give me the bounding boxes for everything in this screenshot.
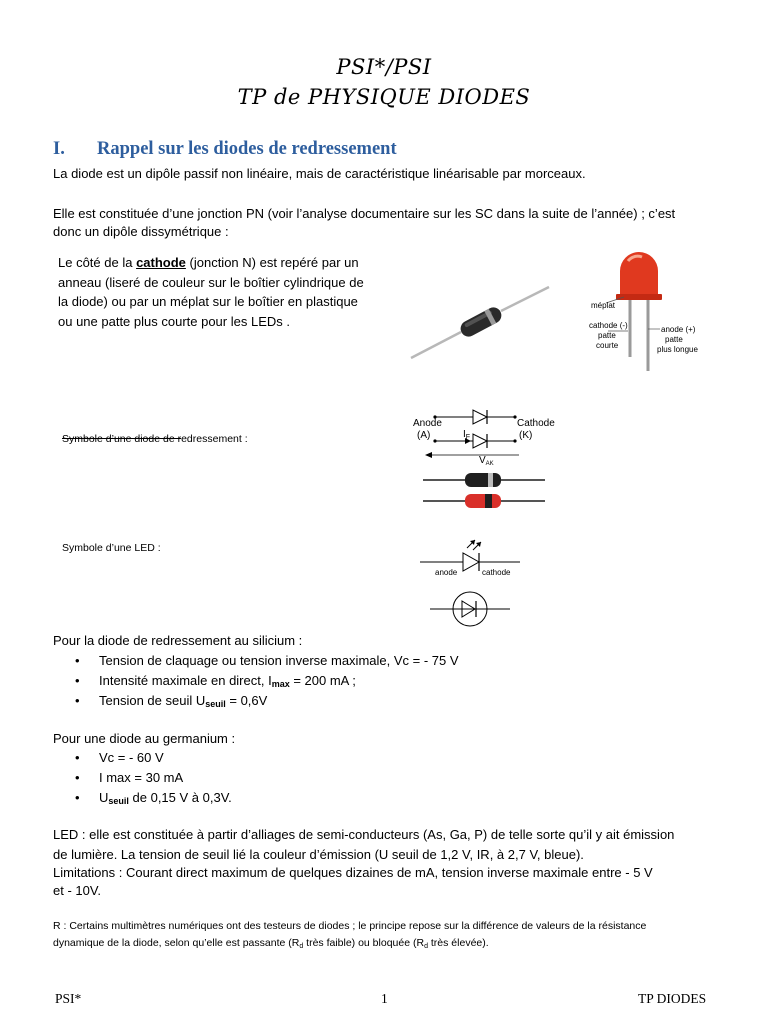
intro-paragraph-2-line2: donc un dipôle dissymétrique :	[53, 224, 229, 239]
silicium-heading: Pour la diode de redressement au silicium :	[53, 633, 303, 648]
diode-anode-label: Anode	[413, 418, 442, 429]
cathode-text-line2: anneau (liseré de couleur sur le boîtier cylindrique de	[58, 275, 364, 290]
silicium-b3-a: Tension de seuil U	[99, 693, 206, 708]
led-symbol-diagram	[415, 532, 525, 632]
remark-l2-c: très élevée).	[427, 937, 489, 949]
footer-page-number: 1	[381, 991, 388, 1006]
section-title: Rappel sur les diodes de redressement	[97, 139, 397, 159]
led-label-anode-2: patte	[665, 335, 683, 344]
led-paragraph-line4: et - 10V.	[53, 883, 101, 898]
remark-l2-sub2: d	[424, 943, 428, 950]
footer-left: PSI*	[55, 991, 82, 1006]
diode-cathode-sublabel: (K)	[519, 430, 533, 441]
cathode-text-a: Le côté de la	[58, 255, 137, 270]
diode-voltage-label	[479, 455, 494, 467]
cathode-text-line1	[58, 253, 359, 273]
intro-paragraph-2-line1: Elle est constituée d’une jonction PN (voir l’analyse documentaire sur les SC dans la suite de l’année) ; c’est	[53, 206, 676, 221]
led-paragraph-line2: de lumière. La tension de seuil lié la couleur d’émission (U seuil de 1,2 V, IR, à 2,7 V, bleue).	[53, 847, 584, 862]
diode-voltage-sub: AK	[485, 461, 494, 467]
section-number: I.	[53, 139, 65, 159]
led-label-cathode-2: patte	[598, 331, 616, 340]
remark-l2-sub1: d	[299, 943, 304, 950]
germanium-b3-b: de 0,15 V à 0,3V.	[128, 790, 232, 805]
remark-line2	[53, 935, 489, 955]
remark-l2-b: très faible) ou bloquée (R	[303, 937, 425, 949]
diode-current-label	[463, 429, 470, 441]
silicium-b3-sub: seuil	[205, 699, 226, 709]
doc-title-line2: TP de PHYSIQUE DIODES	[237, 85, 531, 109]
footer-right: TP DIODES	[638, 991, 707, 1006]
silicium-list	[53, 651, 459, 711]
diode-symbol-label	[62, 433, 248, 445]
led-paragraph-line1: LED : elle est constituée à partir d’alliages de semi-conducteurs (As, Ga, P) de telle sorte qu’il y ait émission	[53, 827, 675, 842]
germanium-b3-a: U	[99, 790, 109, 805]
remark-l2-a: dynamique de la diode, selon qu’elle est passante (R	[53, 937, 300, 949]
cathode-text-line4: ou une patte plus courte pour les LEDs .	[58, 314, 290, 329]
cathode-word: cathode	[136, 255, 186, 270]
diode-symbol-label-rest: edressement :	[181, 433, 248, 445]
diode-current-symbol: I	[463, 429, 466, 440]
list-item	[53, 691, 459, 711]
diode-symbol-label-struck: Symbole d’une diode de r	[62, 433, 182, 445]
diode-cathode-label: Cathode	[517, 418, 555, 429]
section-heading	[53, 139, 397, 160]
led-label-cathode-3: courte	[596, 341, 619, 350]
intro-paragraph-1: La diode est un dipôle passif non linéaire, mais de caractéristique linéarisable par morceaux.	[53, 166, 586, 181]
cathode-text-c: (jonction N) est repéré par un	[185, 255, 359, 270]
led-paragraph-line3: Limitations : Courant direct maximum de quelques dizaines de mA, tension inverse maximale entre - 5 V	[53, 865, 653, 880]
silicium-b2-a: Intensité maximale en direct, I	[99, 673, 272, 688]
remark-line1: R : Certains multimètres numériques ont des testeurs de diodes ; le principe repose sur la différence de valeurs de la résistance	[53, 920, 647, 932]
list-item: • I max = 30 mA	[53, 768, 232, 788]
diode-anode-sublabel: (A)	[417, 430, 431, 441]
led-label-meplat: méplat	[591, 301, 616, 310]
silicium-b2-b: = 200 mA ;	[289, 673, 356, 688]
silicium-b2-sub: max	[271, 679, 290, 689]
diode-photo	[405, 280, 555, 365]
led-label-anode-3: plus longue	[657, 345, 698, 354]
led-anode-label: anode	[435, 568, 458, 577]
list-item: • Vc = - 60 V	[53, 748, 232, 768]
diode-current-sub: F	[465, 434, 471, 441]
germanium-b3-sub: seuil	[108, 796, 129, 806]
cathode-text-line3: la diode) ou par un méplat sur le boîtier en plastique	[58, 294, 358, 309]
silicium-b3-b: = 0,6V	[225, 693, 268, 708]
diode-voltage-symbol: V	[479, 455, 486, 466]
led-cathode-label: cathode	[482, 568, 511, 577]
germanium-list	[53, 748, 232, 808]
doc-title-line1: PSI*/PSI	[336, 55, 432, 79]
germanium-heading: Pour une diode au germanium :	[53, 731, 236, 746]
list-item	[53, 671, 459, 691]
led-photo	[590, 247, 700, 375]
led-label-cathode-1: cathode (-)	[589, 321, 628, 330]
list-item: • Tension de claquage ou tension inverse maximale, Vc = - 75 V	[53, 651, 459, 671]
list-item	[53, 788, 232, 808]
led-label-anode-1: anode (+)	[661, 325, 696, 334]
led-symbol-label: Symbole d’une LED :	[62, 542, 161, 554]
